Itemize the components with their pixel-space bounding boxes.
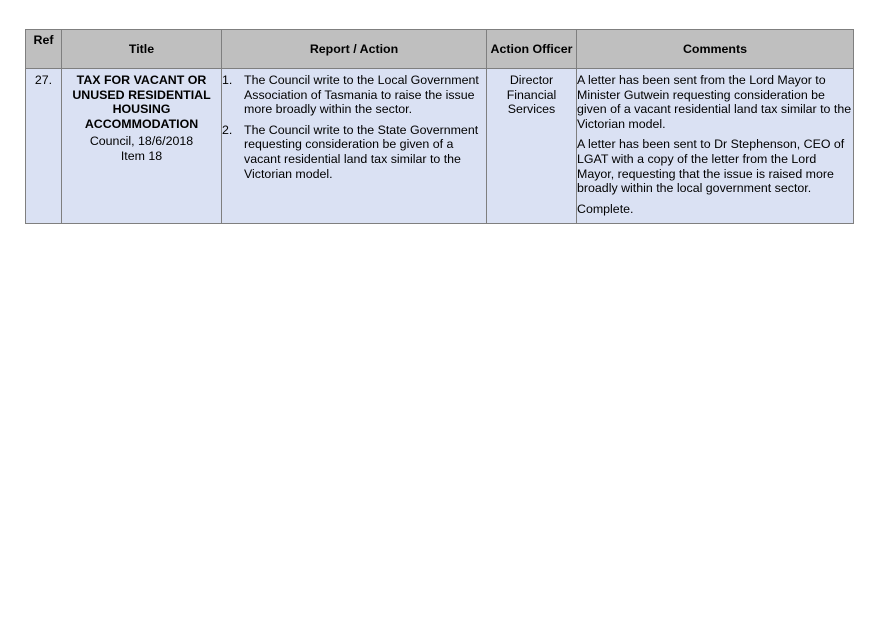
cell-comments — [577, 69, 854, 224]
header-title: Title — [62, 30, 222, 69]
action-text: The Council write to the State Government requesting consideration be given of a vacant residential land tax similar to the Victorian model. — [244, 122, 479, 181]
header-comments: Comments — [577, 30, 854, 69]
item-title: TAX FOR VACANT OR UNUSED RESIDENTIAL HOUSING ACCOMMODATION — [72, 73, 211, 131]
comment-status: Complete. — [577, 201, 634, 216]
meeting-reference: Council, 18/6/2018 — [89, 134, 194, 149]
cell-title — [62, 69, 222, 224]
cell-report-action — [222, 69, 487, 224]
header-ref: Ref — [26, 30, 62, 69]
action-number: 2. — [222, 122, 233, 137]
table-row — [26, 69, 854, 224]
cell-ref: 27. — [26, 69, 62, 224]
action-list-item — [222, 123, 486, 181]
comment-paragraph: A letter has been sent to Dr Stephenson, CEO of LGAT with a copy of the letter from the Lord Mayor, requesting that the issue is raised more broadly within the local government sector. — [577, 137, 845, 196]
cell-action-officer — [487, 69, 577, 224]
header-action-officer: Action Officer — [487, 30, 577, 69]
officer-line: Services — [507, 102, 556, 117]
comment-paragraph: A letter has been sent from the Lord Mayor to Minister Gutwein requesting consideration be given of a vacant residential land tax similar to the Victorian model. — [577, 73, 852, 131]
action-list-item — [222, 73, 486, 117]
officer-line: Financial — [506, 87, 557, 102]
action-items-table — [25, 29, 854, 224]
header-report-action: Report / Action — [222, 30, 487, 69]
action-number: 1. — [222, 73, 233, 87]
table-header-row — [26, 30, 854, 69]
officer-line: Director — [509, 73, 554, 87]
item-number: Item 18 — [120, 148, 163, 163]
action-text: The Council write to the Local Government Association of Tasmania to raise the issue more broadly within the sector. — [244, 73, 479, 117]
